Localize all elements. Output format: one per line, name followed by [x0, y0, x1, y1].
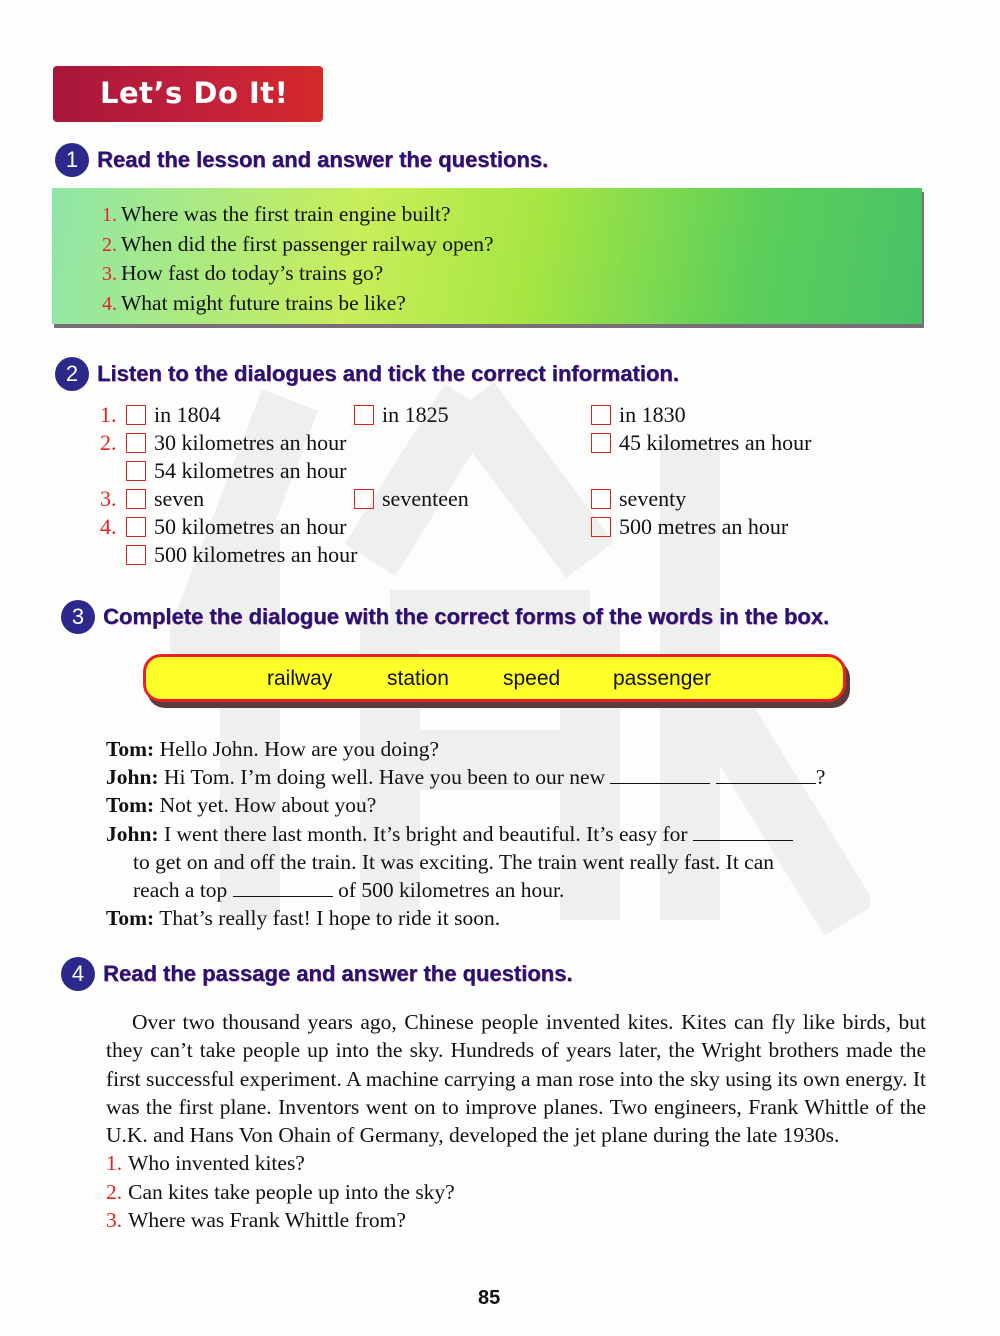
word-bank-item: station: [387, 667, 449, 690]
speaker-label: Tom:: [106, 793, 155, 818]
dialogue-line: [106, 876, 936, 904]
tick-option[interactable]: [591, 401, 686, 429]
tick-option[interactable]: [100, 401, 221, 429]
dialogue-text: to get on and off the train. It was exciting. The train went really fast. It can: [133, 849, 775, 874]
dialogue-text: reach a top: [133, 878, 228, 903]
section-number-badge: 4: [61, 957, 95, 991]
dialogue-text: I went there last month. It’s bright and beautiful. It’s easy for: [163, 821, 688, 846]
option-label: 30 kilometres an hour: [154, 430, 347, 455]
word-bank-item: speed: [503, 667, 561, 690]
section-2-header: [55, 357, 679, 391]
checkbox[interactable]: [591, 433, 611, 453]
answer-blank[interactable]: [693, 822, 793, 841]
word-bank-item: passenger: [613, 667, 712, 690]
item-text: How fast do today’s trains go?: [121, 261, 384, 285]
section-title: Listen to the dialogues and tick the correct information.: [97, 361, 679, 386]
tick-option[interactable]: [354, 485, 469, 513]
option-label: seven: [154, 486, 205, 511]
dialogue-text: Not yet. How about you?: [159, 793, 377, 818]
checkbox[interactable]: [591, 517, 611, 537]
option-label: 500 metres an hour: [619, 514, 789, 539]
dialogue-text: of 500 kilometres an hour.: [338, 878, 565, 903]
checkbox[interactable]: [126, 433, 146, 453]
lets-do-it-banner: [53, 66, 323, 122]
answer-blank[interactable]: [716, 765, 816, 784]
word-bank-item: railway: [267, 667, 333, 690]
item-number: 3.: [102, 263, 117, 285]
section-title: Complete the dialogue with the correct forms of the words in the box.: [103, 604, 830, 629]
checkbox[interactable]: [126, 461, 146, 481]
list-item: [106, 1206, 926, 1234]
checkbox[interactable]: [126, 489, 146, 509]
item-text: Can kites take people up into the sky?: [128, 1179, 455, 1204]
tick-option[interactable]: [100, 485, 205, 513]
answer-blank[interactable]: [610, 765, 710, 784]
section-number-badge: 2: [55, 357, 89, 391]
option-label: 45 kilometres an hour: [619, 430, 812, 455]
speaker-label: Tom:: [106, 906, 155, 931]
tick-option[interactable]: [100, 429, 347, 457]
speaker-label: John:: [106, 765, 159, 790]
list-item: [106, 1178, 926, 1206]
dialogue-text: That’s really fast! I hope to ride it soon.: [159, 906, 501, 931]
checkbox[interactable]: [591, 489, 611, 509]
tick-option[interactable]: [591, 513, 788, 541]
item-text: When did the first passenger railway open?: [121, 231, 494, 256]
word-bank-box: [143, 654, 846, 702]
option-label: 54 kilometres an hour: [154, 458, 347, 483]
item-text: What might future trains be like?: [121, 290, 406, 315]
item-text: Where was Frank Whittle from?: [128, 1208, 406, 1233]
section-3-header: [61, 600, 829, 634]
item-number: 2.: [106, 1179, 123, 1204]
list-item: [102, 200, 494, 230]
answer-blank[interactable]: [233, 878, 333, 897]
dialogue-line: [106, 763, 936, 791]
item-number: 3.: [106, 1208, 123, 1233]
passage-text: Over two thousand years ago, Chinese people invented kites. Kites can fly like birds, but they can’t take people up into the sky. Hundreds of years later, the Wright brothers made the first successful experiment. A machine carrying a man rose into the sky using its own energy. It was the first plane. Inventors went on to improve planes. Two engineers, Frank Whittle of the U.K. and Hans Von Ohain of Germany, developed the jet plane during the late 1930s.: [106, 1010, 926, 1148]
item-number: 2.: [100, 430, 117, 455]
list-item: [102, 259, 494, 289]
option-label: in 1825: [382, 402, 449, 427]
page-number: 85: [478, 1287, 501, 1309]
tick-option[interactable]: [591, 429, 811, 457]
section-1-header: [55, 143, 548, 177]
checkbox[interactable]: [591, 405, 611, 425]
dialogue-text: ?: [815, 765, 826, 790]
section-number-badge: 1: [55, 143, 89, 177]
option-label: in 1830: [619, 402, 686, 427]
dialogue-line: [106, 904, 936, 932]
option-label: 50 kilometres an hour: [154, 514, 347, 539]
dialogue-line: [106, 791, 936, 819]
item-number: 4.: [100, 514, 117, 539]
option-label: in 1804: [154, 402, 221, 427]
list-item: [102, 289, 494, 319]
dialogue-text: Hello John. How are you doing?: [159, 737, 440, 761]
option-label: 500 kilometres an hour: [154, 542, 358, 567]
dialogue-line: [106, 848, 936, 876]
section-title: Read the passage and answer the questions.: [103, 961, 573, 986]
speaker-label: John:: [106, 821, 159, 846]
speaker-label: Tom:: [106, 737, 155, 761]
checkbox[interactable]: [126, 545, 146, 565]
section-4-header: [61, 957, 572, 991]
item-number: 4.: [102, 292, 117, 315]
item-number: 1.: [106, 1151, 123, 1176]
dialogue: [106, 735, 936, 932]
dialogue-line: [106, 735, 936, 763]
tick-option[interactable]: [126, 457, 346, 485]
item-number: 3.: [100, 486, 117, 511]
checkbox[interactable]: [126, 405, 146, 425]
banner-title: Let’s Do It!: [100, 76, 289, 110]
item-number: 1.: [100, 402, 117, 427]
list-item: [106, 1149, 926, 1177]
checkbox[interactable]: [354, 489, 374, 509]
dialogue-text: Hi Tom. I’m doing well. Have you been to our new: [163, 765, 606, 790]
reading-passage: [106, 1008, 926, 1234]
section-number-badge: 3: [61, 600, 95, 634]
option-label: seventy: [619, 486, 687, 511]
item-number: 1.: [102, 204, 117, 226]
tick-option[interactable]: [354, 401, 449, 429]
checkbox[interactable]: [354, 405, 374, 425]
tick-option[interactable]: [126, 541, 357, 569]
tick-option[interactable]: [591, 485, 686, 513]
item-text: Where was the first train engine built?: [121, 202, 451, 226]
item-text: Who invented kites?: [128, 1151, 305, 1176]
list-item: [102, 230, 494, 260]
dialogue-line: [106, 820, 936, 848]
lesson-questions-list: [102, 200, 494, 318]
option-label: seventeen: [382, 486, 469, 511]
checkbox[interactable]: [126, 517, 146, 537]
item-number: 2.: [102, 233, 117, 256]
section-title: Read the lesson and answer the questions.: [97, 147, 549, 172]
tick-option[interactable]: [100, 513, 347, 541]
